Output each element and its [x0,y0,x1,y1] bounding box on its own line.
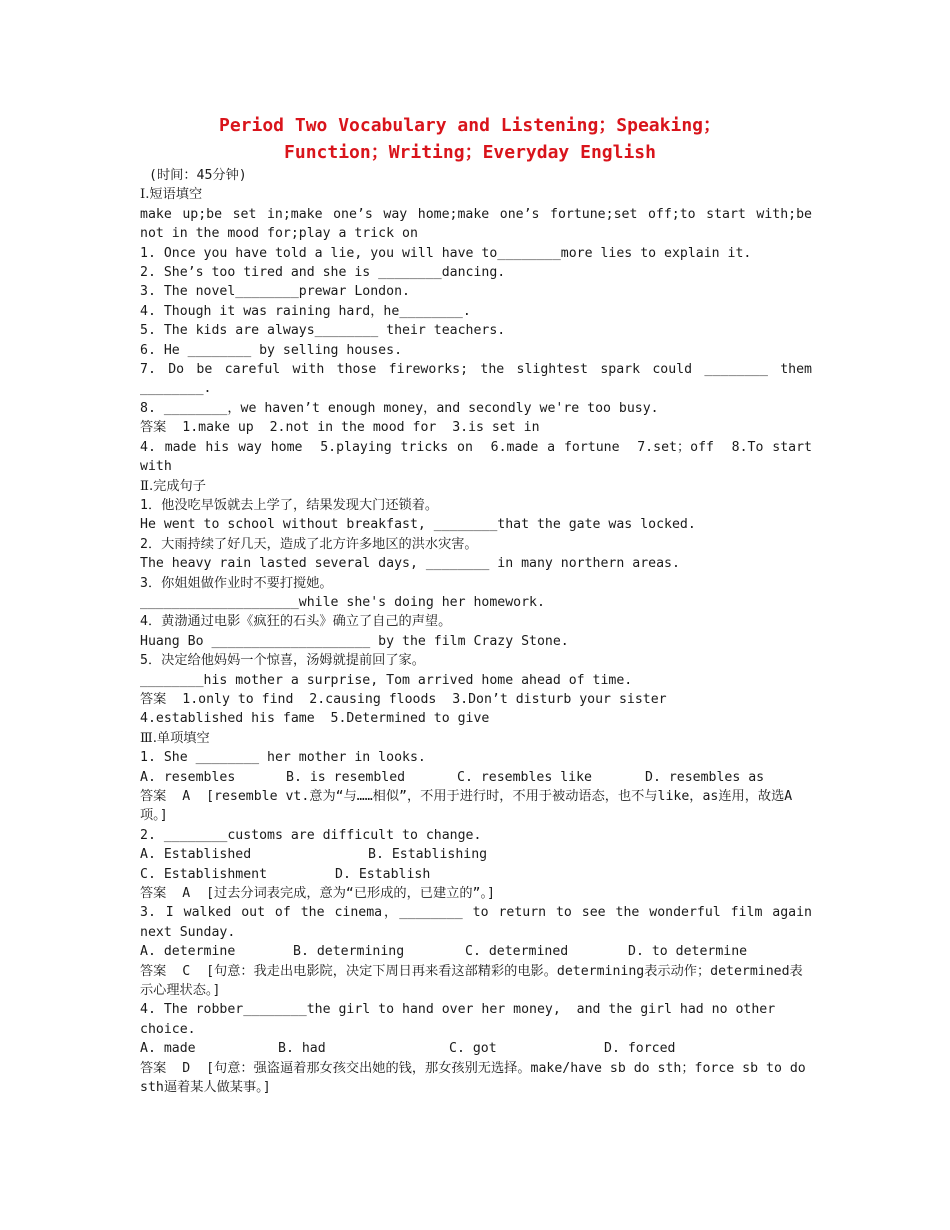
options-row [140,942,812,961]
answer-explanation: 答案 D [句意：强盗逼着那女孩交出她的钱，那女孩别无选择。make/have sb do sth；force sb to do sth逼着某人做某事。] [140,1060,814,1096]
chinese-sentence: 2．大雨持续了好几天，造成了北方许多地区的洪水灾害。 [140,536,478,552]
option: C. Establishment [140,866,268,882]
title-line-2: Function；Writing；Everyday English [284,142,656,163]
option: C. got [449,1041,497,1057]
options-row [140,865,812,884]
question-item: 3. The novel________prewar London. [140,284,410,300]
english-sentence: Huang Bo ____________________ by the film Crazy Stone. [140,633,569,649]
phrase-bank: make up;be set in;make one’s way home;make one’s fortune;set off;to start with;be not in the mood for;play a trick on [140,206,820,242]
english-sentence: He went to school without breakfast, ________that the gate was locked. [140,517,696,533]
document-page [140,112,820,1098]
question-item: 7. Do be careful with those fireworks; the slightest spark could ________ them ________. [140,362,820,397]
option: B. is resembled [286,769,406,785]
answer-explanation: 答案 C [句意：我走出电影院，决定下周日再来看这部精彩的电影。determining表示动作；determined表示心理状态。] [140,963,803,999]
question-item: 2. She’s too tired and she is ________dancing. [140,265,506,281]
question-stem: 2. ________customs are difficult to change. [140,827,482,843]
question-stem: 1. She ________ her mother in looks. [140,750,426,766]
option: A. determine [140,944,236,960]
option: B. Establishing [368,847,488,863]
option: A. Established [140,847,252,863]
question-stem: 4. The robber________the girl to hand over her money, and the girl had no other choice. [140,1002,784,1037]
english-sentence: The heavy rain lasted several days, ________ in many northern areas. [140,556,680,572]
section-1-heading: Ⅰ.短语填空 [140,187,203,203]
options-row [140,845,812,864]
question-item: 6. He ________ by selling houses. [140,342,403,358]
question-stem: 3. I walked out of the cinema，________ to return to see the wonderful film again next Sunday. [140,905,820,940]
section-1-answer [140,418,812,437]
options-row [140,1039,812,1058]
answer-label: 答案 [140,420,167,436]
question-item: 8. ________，we haven’t enough money，and secondly we're too busy. [140,400,659,416]
option: D. to determine [628,944,748,960]
option: D. forced [604,1041,676,1057]
question-item: 1. Once you have told a lie, you will have to________more lies to explain it. [140,245,752,261]
option: A. made [140,1041,196,1057]
option: D. resembles as [645,769,765,785]
chinese-sentence: 5．决定给他妈妈一个惊喜，汤姆就提前回了家。 [140,653,425,669]
option: A. resembles [140,769,236,785]
option: B. had [278,1041,326,1057]
answer-text: 1.only to find 2.causing floods 3.Don’t disturb your sister [182,691,667,707]
option: B. determining [293,944,405,960]
section-3-heading: Ⅲ.单项填空 [140,730,210,746]
chinese-sentence: 4．黄渤通过电影《疯狂的石头》确立了自己的声望。 [140,614,452,630]
answer-explanation: 答案 A [resemble vt.意为“与……相似”，不用于进行时，不用于被动语态，也不与like，as连用，故选A项。] [140,789,793,824]
question-item: 5. The kids are always________ their teachers. [140,323,506,339]
section-2-heading: Ⅱ.完成句子 [140,478,206,494]
section-2-answer-cont: 4.established his fame 5.Determined to give [140,711,490,727]
answer-text: 1.make up 2.not in the mood for 3.is set in [182,420,540,436]
english-sentence: ________his mother a surprise, Tom arrived home ahead of time. [140,672,633,688]
time-limit: (时间：45分钟) [149,168,247,183]
answer-label: 答案 [140,691,167,707]
section-1-answer-cont: 4. made his way home 5.playing tricks on 6.made a fortune 7.set；off 8.To start with [140,439,820,475]
answer-explanation: 答案 A [过去分词表完成，意为“已形成的，已建立的”。] [140,886,495,902]
option: D. Establish [335,866,431,882]
option: C. determined [465,944,569,960]
title-line-1: Period Two Vocabulary and Listening；Speaking； [219,115,721,136]
section-2-answer [140,690,812,709]
options-row [140,768,812,787]
option: C. resembles like [457,769,592,785]
chinese-sentence: 3．你姐姐做作业时不要打搅她。 [140,575,333,591]
english-sentence: ____________________while she's doing her homework. [140,594,545,610]
chinese-sentence: 1．他没吃早饭就去上学了，结果发现大门还锁着。 [140,497,439,513]
question-item: 4. Though it was raining hard，he________. [140,303,471,319]
